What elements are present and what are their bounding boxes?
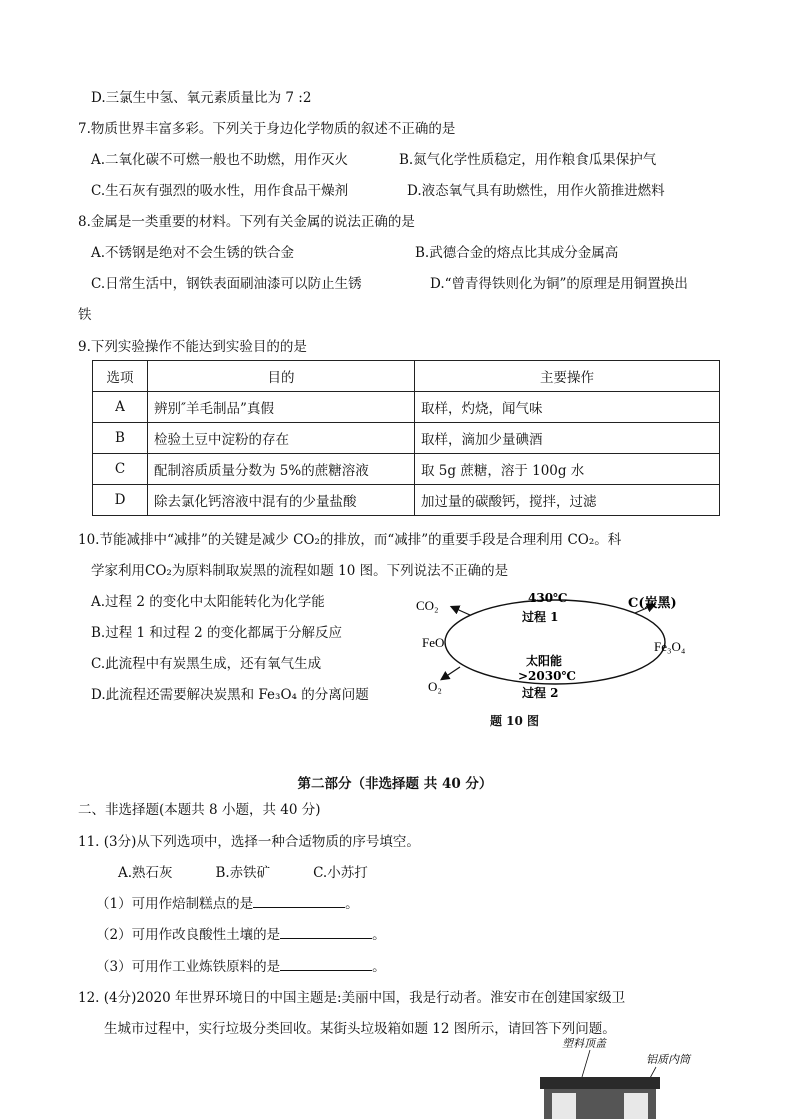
feo-label: FeO [422,635,445,650]
q8-option-d: D.“曾青得铁则化为铜”的原理是用铜置换出 [430,276,688,292]
q10-stem-line1: 10.节能减排中“减排”的关键是减少 CO₂的排放，而“减排”的重要手段是合理利用 CO₂。科 [78,532,622,548]
table-cell: C [93,454,148,485]
co2-label: CO₂ [416,598,439,613]
q7-option-d: D.液态氧气具有助燃性，用作火箭推进燃料 [407,183,665,199]
q8-option-d-continued: 铁 [78,307,92,323]
q11-sub3-text: （3）可用作工业炼铁原料的是 [96,959,281,975]
table-cell: 加过量的碳酸钙，搅拌，过滤 [415,485,720,516]
part2-title: 第二部分（非选择题 共 40 分） [297,776,493,792]
fe3o4-label: Fe₃O₄ [654,639,686,654]
o2-arrow [442,667,460,679]
table-cell: 检验土豆中淀粉的存在 [148,423,415,454]
q10-stem-line2: 学家利用CO₂为原料制取炭黑的流程如题 10 图。下列说法不正确的是 [91,563,509,579]
q11-period: 。 [345,896,359,912]
q6-option-d: D.三氯生中氢、氧元素质量比为 7 :2 [91,90,312,106]
q10-option-a: A.过程 2 的变化中太阳能转化为化学能 [91,594,325,610]
table-header-row [93,361,720,392]
q7-stem: 7.物质世界丰富多彩。下列关于身边化学物质的叙述不正确的是 [78,121,456,137]
q11-sub1 [96,892,359,912]
table-header: 主要操作 [415,361,720,392]
table-cell: 辨别″羊毛制品”真假 [148,392,415,423]
table-header: 目的 [148,361,415,392]
table-cell: A [93,392,148,423]
table-cell: 配制溶质质量分数为 5%的蔗糖溶液 [148,454,415,485]
table-cell: 取样，灼烧，闻气味 [415,392,720,423]
answer-blank[interactable] [253,894,345,908]
q8-option-b: B.武德合金的熔点比其成分金属高 [415,245,619,261]
q11-sub3 [96,955,386,975]
carbon-cycle-diagram [410,585,700,703]
q10-option-d: D.此流程还需要解决炭黑和 Fe₃O₄ 的分离问题 [91,687,369,703]
q8-option-a: A.不锈钢是绝对不会生锈的铁合金 [91,245,295,261]
table-cell: B [93,423,148,454]
q10-option-c: C.此流程中有炭黑生成，还有氧气生成 [91,656,322,672]
table-row [93,392,720,423]
lid-label: 塑料顶盖 [562,1037,606,1050]
section-heading: 二、非选择题(本题共 8 小题，共 40 分) [78,802,321,818]
figure-10-caption: 题 10 图 [490,714,540,728]
q11-sub1-text: （1）可用作焙制糕点的是 [96,896,254,912]
trash-bin-figure [530,1035,730,1119]
q11-sub2-text: （2）可用作改良酸性土壤的是 [96,927,281,943]
q12-stem-line1: 12. (4分)2020 年世界环境日的中国主题是:美丽中国，我是行动者。淮安市在创建国家级卫 [78,990,626,1006]
process1-label: 过程 1 [522,610,559,624]
answer-blank[interactable] [280,925,372,939]
table-header: 选项 [93,361,148,392]
experiment-table [92,360,720,516]
table-cell: 取 5g 蔗糖，溶于 100g 水 [415,454,720,485]
table-row [93,454,720,485]
q11-period: 。 [372,927,386,943]
bin-opening [552,1093,576,1119]
q11-options: A.熟石灰 B.赤铁矿 C.小苏打 [118,865,368,881]
solar-label: 太阳能 [526,654,563,668]
q9-stem: 9.下列实验操作不能达到实验目的的是 [78,339,307,355]
q11-period: 。 [372,959,386,975]
table-row [93,485,720,516]
process2-label: 过程 2 [522,686,559,700]
q10-option-b: B.过程 1 和过程 2 的变化都属于分解反应 [91,625,343,641]
table-cell: 除去氯化钙溶液中混有的少量盐酸 [148,485,415,516]
bin-lid [540,1077,660,1089]
inner-label: 铝质内筒 [646,1053,690,1066]
lid-pointer [582,1050,590,1077]
q11-stem: 11. (3分)从下列选项中，选择一种合适物质的序号填空。 [78,834,420,850]
q7-option-c: C.生石灰有强烈的吸水性，用作食品干燥剂 [91,183,349,199]
table-cell: 取样，滴加少量碘酒 [415,423,720,454]
table-row [93,423,720,454]
o2-label: O₂ [428,679,442,694]
answer-blank[interactable] [280,957,372,971]
q8-option-c: C.日常生活中，钢铁表面刷油漆可以防止生锈 [91,276,362,292]
q12-stem-line2: 生城市过程中，实行垃圾分类回收。某街头垃圾箱如题 12 图所示，请回答下列问题。 [104,1021,616,1037]
bin-opening [624,1093,648,1119]
co2-arrow [452,607,470,615]
q8-stem: 8.金属是一类重要的材料。下列有关金属的说法正确的是 [78,214,415,230]
carbon-label: C(炭黑) [628,596,677,611]
temp1-label: 430℃ [528,591,568,605]
q11-sub2 [96,923,386,943]
table-cell: D [93,485,148,516]
q7-option-a: A.二氧化碳不可燃一般也不助燃，用作灭火 [91,152,349,168]
temp2-label: >2030℃ [518,669,576,683]
q7-option-b: B.氮气化学性质稳定，用作粮食瓜果保护气 [399,152,657,168]
